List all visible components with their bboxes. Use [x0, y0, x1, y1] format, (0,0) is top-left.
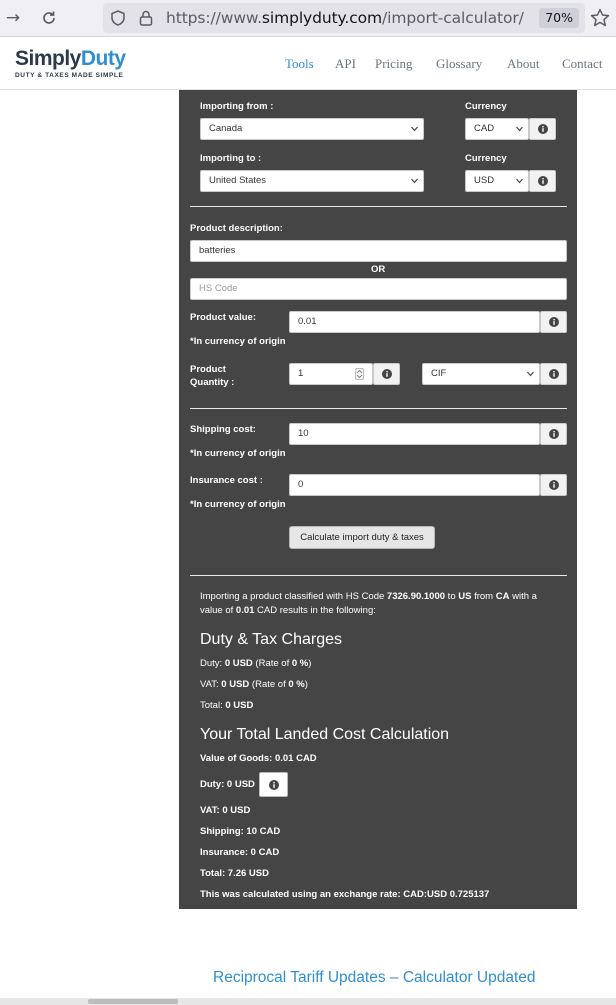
landed-total-row: Total: 7.26 USD	[200, 868, 269, 879]
importing-from-select[interactable]: Canada	[200, 118, 424, 140]
shipping-info-button[interactable]	[540, 423, 567, 445]
chevron-down-icon	[411, 126, 418, 132]
shield-icon[interactable]	[111, 10, 125, 26]
currency-to-info-button[interactable]	[529, 170, 556, 192]
import-calculator-panel	[179, 90, 577, 909]
nav-contact[interactable]: Contact	[562, 56, 603, 71]
reload-icon[interactable]	[38, 7, 60, 29]
nav-about[interactable]: About	[507, 56, 540, 71]
importing-from-label: Importing from :	[200, 101, 274, 112]
landed-insurance-row: Insurance: 0 CAD	[200, 847, 280, 858]
nav-glossary[interactable]: Glossary	[436, 56, 483, 71]
exchange-rate-row: This was calculated using an exchange rate: CAD:USD 0.725137	[200, 889, 490, 900]
total-row: Total: 0 USD	[200, 700, 254, 711]
info-icon	[269, 780, 279, 790]
info-icon	[549, 369, 559, 379]
product-value-info-button[interactable]	[540, 311, 567, 333]
incoterm-info-button[interactable]	[540, 363, 567, 385]
quantity-label-line2: Quantity :	[190, 377, 235, 388]
info-icon	[538, 124, 548, 134]
info-icon	[382, 369, 392, 379]
chevron-down-icon	[516, 178, 523, 184]
landed-cost-heading: Your Total Landed Cost Calculation	[200, 726, 450, 743]
lock-icon[interactable]	[139, 10, 153, 26]
shipping-cost-input[interactable]: 10	[289, 423, 540, 445]
chevron-down-icon	[516, 126, 523, 132]
insurance-cost-input[interactable]: 0	[289, 474, 540, 496]
importing-to-select[interactable]: United States	[200, 170, 424, 192]
url-bar[interactable]	[103, 3, 585, 33]
section-divider	[190, 206, 567, 207]
nav-tools[interactable]: Tools	[285, 56, 314, 71]
currency-to-label: Currency	[465, 153, 507, 164]
duty-row: Duty: 0 USD (Rate of 0 %)	[200, 658, 312, 669]
stepper-arrows-icon[interactable]	[355, 368, 364, 380]
landed-shipping-row: Shipping: 10 CAD	[200, 826, 281, 837]
landed-duty-row: Duty: 0 USD	[200, 779, 255, 790]
hs-code-input[interactable]: HS Code	[190, 278, 567, 300]
value-of-goods-row: Value of Goods: 0.01 CAD	[200, 753, 317, 764]
quantity-stepper[interactable]: 1	[289, 363, 373, 385]
landed-vat-row: VAT: 0 USD	[200, 805, 251, 816]
section-divider	[190, 408, 567, 409]
currency-from-select[interactable]: CAD	[465, 118, 529, 140]
insurance-cost-label: Insurance cost :	[190, 475, 263, 486]
quantity-label-line1: Product	[190, 364, 226, 375]
product-value-label: Product value:	[190, 312, 256, 323]
zoom-level-badge[interactable]: 70%	[539, 8, 579, 28]
bookmark-star-icon[interactable]	[589, 7, 611, 29]
logo-tagline: DUTY & TAXES MADE SIMPLE	[15, 72, 124, 79]
incoterm-select[interactable]: CIF	[422, 363, 540, 385]
horizontal-scrollbar[interactable]	[0, 998, 616, 1005]
info-icon	[549, 480, 559, 490]
insurance-info-button[interactable]	[540, 474, 567, 496]
quantity-info-button[interactable]	[373, 363, 400, 385]
currency-to-select[interactable]: USD	[465, 170, 529, 192]
currency-from-info-button[interactable]	[529, 118, 556, 140]
product-value-input[interactable]: 0.01	[289, 311, 540, 333]
calculate-button[interactable]: Calculate import duty & taxes	[289, 526, 435, 549]
section-divider	[190, 575, 567, 576]
site-header	[0, 38, 616, 90]
product-description-input[interactable]: batteries	[190, 240, 567, 262]
landed-duty-info-button[interactable]	[259, 772, 288, 797]
info-icon	[549, 317, 559, 327]
shipping-cost-label: Shipping cost:	[190, 424, 256, 435]
scrollbar-thumb[interactable]	[88, 999, 178, 1004]
vat-row: VAT: 0 USD (Rate of 0 %)	[200, 679, 308, 690]
nav-api[interactable]: API	[335, 56, 356, 71]
forward-arrow-icon[interactable]: →	[5, 8, 21, 28]
info-icon	[538, 176, 548, 186]
shipping-currency-note: *In currency of origin	[190, 448, 286, 459]
product-description-label: Product description:	[190, 223, 283, 234]
browser-toolbar	[0, 0, 616, 37]
result-summary: Importing a product classified with HS Code 7326.90.1000 to US from CA with a value of 0.01 CAD results in the following:	[200, 591, 537, 616]
info-icon	[549, 429, 559, 439]
nav-pricing[interactable]: Pricing	[375, 56, 413, 71]
chevron-down-icon	[411, 178, 418, 184]
duty-tax-heading: Duty & Tax Charges	[200, 631, 342, 648]
url-text[interactable]: https://www.simplyduty.com/import-calculator/	[166, 9, 524, 27]
tariff-updates-link[interactable]: Reciprocal Tariff Updates – Calculator Updated	[213, 969, 536, 986]
importing-to-label: Importing to :	[200, 153, 262, 164]
simplyduty-logo[interactable]: SimplyDuty DUTY & TAXES MADE SIMPLE	[15, 47, 126, 79]
or-label: OR	[371, 264, 386, 275]
currency-from-label: Currency	[465, 101, 507, 112]
product-value-currency-note: *In currency of origin	[190, 336, 286, 347]
chevron-down-icon	[527, 371, 534, 377]
main-nav	[0, 56, 616, 76]
insurance-currency-note: *In currency of origin	[190, 499, 286, 510]
